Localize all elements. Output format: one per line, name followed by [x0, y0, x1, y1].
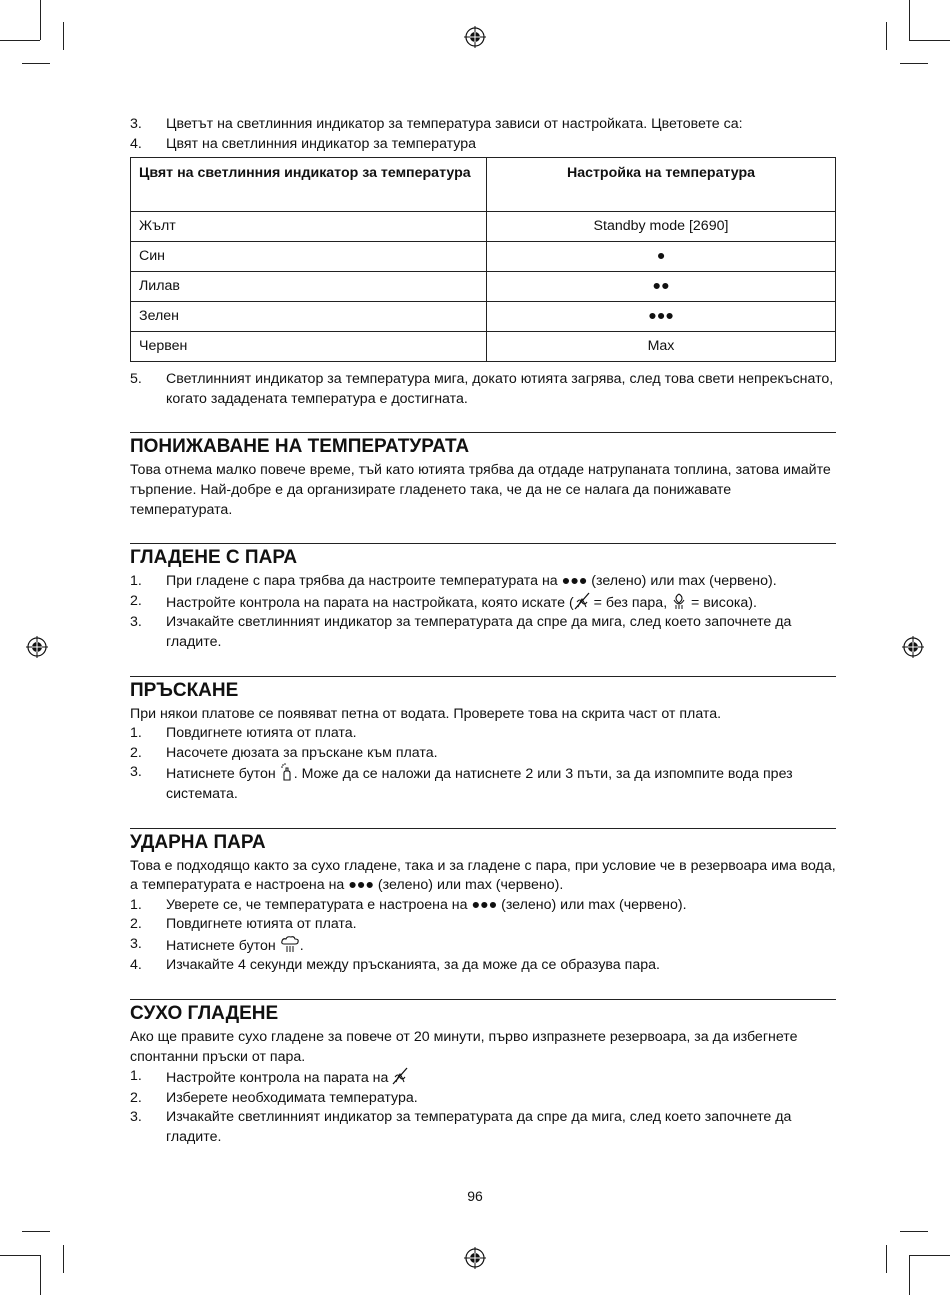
- high-steam-icon: [671, 592, 687, 610]
- item-number: 4.: [130, 135, 142, 152]
- section-shot-of-steam: [130, 828, 836, 977]
- crop-mark: [22, 1231, 50, 1232]
- table-row: [131, 242, 836, 272]
- list-item: [130, 115, 836, 135]
- temperature-color-table: [130, 157, 836, 362]
- list-item: [130, 724, 836, 744]
- table-row: [131, 332, 836, 362]
- item-text: Цвят на светлинния индикатор за температура: [166, 135, 477, 152]
- list-item: [130, 935, 836, 957]
- list-item: [130, 613, 836, 652]
- section-dry-ironing: [130, 999, 836, 1148]
- item-text: Насочете дюзата за пръскане към плата.: [166, 744, 438, 761]
- item-number: 4.: [130, 957, 142, 974]
- item-number: 2.: [130, 744, 142, 761]
- page-number: 96: [467, 1188, 483, 1204]
- crop-mark: [63, 1245, 64, 1273]
- color-cell: Жълт: [131, 212, 487, 242]
- item-number: 2.: [130, 916, 142, 933]
- crop-mark: [909, 40, 950, 41]
- item-number: 1.: [130, 896, 142, 913]
- item-text: Изберете необходимата температура.: [166, 1089, 418, 1106]
- section-title: СУХО ГЛАДЕНЕ: [130, 999, 836, 1026]
- setting-cell: ●: [487, 242, 836, 272]
- item-text: Изчакайте светлинният индикатор за температурата да спре да мига, след което започнете да гладите.: [166, 1109, 792, 1146]
- section-paragraph: При някои платове се появяват петна от водата. Проверете това на скрита част от плата.: [130, 705, 722, 722]
- item-text: Изчакайте светлинният индикатор за температурата да спре да мига, след което започнете да гладите.: [166, 614, 792, 650]
- crop-mark: [22, 63, 50, 64]
- section-lowering-temperature: [130, 432, 836, 520]
- registration-mark-icon: [902, 636, 924, 658]
- item-text: . Може да се наложи да натиснете 2 или 3 пъти, за да изпомпите вода през системата.: [166, 766, 793, 802]
- item-text: При гладене с пара трябва да настроите температурата на ●●● (зелено) или max (червено).: [166, 573, 777, 590]
- section-paragraph: Това отнема малко повече време, тъй като ютията трябва да отдаде натрупаната топлина, затова имайте търпение. Най-добре е да организирате гладенето така, че да не се налага да понижавате температурата.: [130, 462, 831, 518]
- registration-mark-icon: [464, 1247, 486, 1269]
- list-item: [130, 592, 836, 614]
- crop-mark: [886, 1245, 887, 1273]
- crop-mark: [63, 22, 64, 50]
- item-number: 5.: [130, 371, 142, 388]
- list-item: [130, 915, 836, 935]
- registration-mark-icon: [26, 636, 48, 658]
- column-header-color: Цвят на светлинния индикатор за температура: [131, 158, 487, 212]
- section-paragraph: Ако ще правите сухо гладене за повече от 20 минути, първо изпразнете резервоара, за да избегнете спонтанни пръски от пара.: [130, 1029, 798, 1065]
- item-text: = без пара,: [589, 594, 672, 611]
- section-paragraph: Това е подходящо както за сухо гладене, така и за гладене с пара, при условие че в резервоара има вода, а температурата е настроена на ●●● (зелено) или max (червено).: [130, 857, 836, 894]
- crop-mark: [909, 1255, 910, 1295]
- list-item: [130, 763, 836, 804]
- item-text: Повдигнете ютията от плата.: [166, 916, 357, 933]
- item-number: 3.: [130, 764, 142, 781]
- item-text: Светлинният индикатор за температура мига, докато ютията загрява, след това свети непрекъснато, когато зададената температура е достигната.: [166, 371, 834, 407]
- list-item: [130, 1108, 836, 1147]
- steam-shot-button-icon: [280, 935, 300, 953]
- setting-cell: Standby mode [2690]: [487, 212, 836, 242]
- list-item: [130, 1067, 836, 1089]
- crop-mark: [0, 40, 40, 41]
- item-text: Настройте контрола на парата на настройката, която искате (: [166, 594, 574, 611]
- section-title: ПРЪСКАНЕ: [130, 676, 836, 703]
- setting-cell: ●●: [487, 272, 836, 302]
- item-text: Повдигнете ютията от плата.: [166, 725, 357, 742]
- list-item: [130, 956, 836, 976]
- setting-cell: Max: [487, 332, 836, 362]
- section-title: УДАРНА ПАРА: [130, 828, 836, 855]
- table-row: [131, 272, 836, 302]
- section-spraying: [130, 676, 836, 805]
- list-item: [130, 896, 836, 916]
- crop-mark: [40, 1255, 41, 1295]
- table-row: [131, 212, 836, 242]
- item-text: Уверете се, че температурата е настроена на ●●● (зелено) или max (червено).: [166, 896, 687, 913]
- setting-cell: ●●●: [487, 302, 836, 332]
- spray-button-icon: [280, 763, 294, 781]
- table-header-row: [131, 158, 836, 212]
- item-number: 2.: [130, 1089, 142, 1106]
- item-text: Цветът на светлинния индикатор за температура зависи от настройката. Цветовете са:: [166, 116, 743, 132]
- crop-mark: [40, 0, 41, 40]
- crop-mark: [900, 63, 928, 64]
- list-item: [130, 370, 836, 409]
- no-steam-icon: [574, 592, 590, 610]
- item-number: 3.: [130, 614, 142, 631]
- item-number: 3.: [130, 116, 142, 132]
- table-row: [131, 302, 836, 332]
- section-title: ПОНИЖАВАНЕ НА ТЕМПЕРАТУРАТА: [130, 432, 836, 459]
- color-cell: Лилав: [131, 272, 487, 302]
- item-text: .: [299, 937, 304, 954]
- section-steam-ironing: [130, 543, 836, 652]
- column-header-setting: Настройка на температура: [487, 158, 836, 212]
- list-item: [130, 135, 836, 155]
- item-text: Натиснете бутон: [166, 937, 280, 954]
- color-cell: Син: [131, 242, 487, 272]
- item-text: = висока).: [687, 594, 757, 611]
- list-item: [130, 744, 836, 764]
- item-text: Настройте контрола на парата на: [166, 1070, 393, 1087]
- item-number: 3.: [130, 1109, 142, 1126]
- list-item: [130, 572, 836, 592]
- crop-mark: [900, 1231, 928, 1232]
- item-number: 2.: [130, 592, 142, 609]
- item-number: 1.: [130, 725, 142, 742]
- item-text: Изчакайте 4 секунди между пръсканията, за да може да се образува пара.: [166, 957, 660, 974]
- item-number: 1.: [130, 573, 142, 590]
- page-content: [130, 115, 836, 1148]
- item-number: 1.: [130, 1068, 142, 1085]
- crop-mark: [909, 1255, 950, 1256]
- list-item: [130, 1089, 836, 1109]
- item-text: Натиснете бутон: [166, 766, 280, 783]
- registration-mark-icon: [464, 26, 486, 48]
- crop-mark: [886, 22, 887, 50]
- no-steam-icon: [392, 1067, 408, 1085]
- section-title: ГЛАДЕНЕ С ПАРА: [130, 543, 836, 570]
- color-cell: Червен: [131, 332, 487, 362]
- color-cell: Зелен: [131, 302, 487, 332]
- crop-mark: [909, 0, 910, 40]
- item-number: 3.: [130, 935, 142, 952]
- crop-mark: [0, 1255, 40, 1256]
